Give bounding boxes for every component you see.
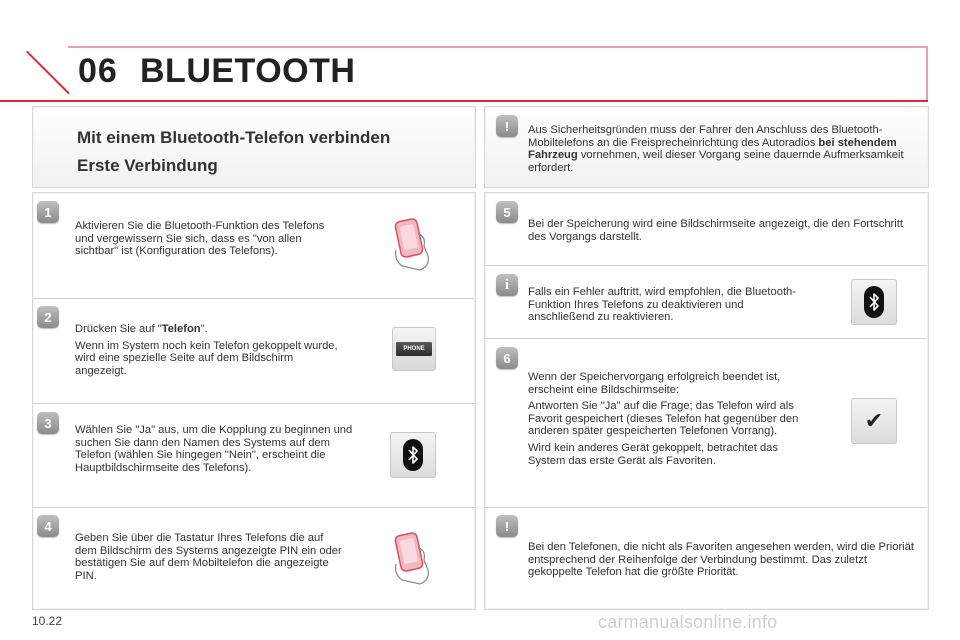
divider xyxy=(33,507,474,508)
warning-text-part: Aus Sicherheitsgründen muss der Fahrer den Anschluss des Bluetooth-Mobiltelefons an die Freisprecheinrichtung des Autoradios xyxy=(528,124,883,149)
warning-text-part: vornehmen, weil dieser Vorgang seine dauernde Aufmerksamkeit erfordert. xyxy=(528,149,904,174)
chapter-number: 06 xyxy=(78,52,118,90)
phone-in-hand-icon xyxy=(390,530,440,591)
step-2-text-bold: Telefon xyxy=(161,323,201,335)
phone-button-icon xyxy=(392,327,436,371)
section-heading: Mit einem Bluetooth-Telefon verbinden xyxy=(77,128,391,147)
divider xyxy=(33,403,474,404)
phone-in-hand-icon xyxy=(390,216,440,277)
header-top-line xyxy=(68,46,928,48)
step-5-text: Bei der Speicherung wird eine Bildschirmseite angezeigt, die den Fortschritt des Vorgangs darstellt. xyxy=(528,218,903,243)
divider xyxy=(485,338,927,339)
warning-text-bold: bei stehendem Fahrzeug xyxy=(528,136,897,162)
step-2-text-detail: Wenn im System noch kein Telefon gekoppelt wurde, wird eine spezielle Seite auf dem Bildschirm angezeigt. xyxy=(75,339,338,377)
warning-badge: ! xyxy=(496,115,518,137)
step-6-text-3: Wird kein anderes Gerät gekoppelt, betrachtet das System das erste Gerät als Favoriten. xyxy=(528,441,778,467)
step-4-text: Geben Sie über die Tastatur Ihres Telefons die auf dem Bildschirm des Systems angezeigte PIN ein oder bestätigen Sie auf dem Mobiltelefon die angezeigte PIN. xyxy=(75,532,342,582)
step-badge-5: 5 xyxy=(496,201,518,223)
section-subheading: Erste Verbindung xyxy=(77,156,218,175)
divider xyxy=(485,507,927,508)
step-badge-6: 6 xyxy=(496,347,518,369)
header-diagonal xyxy=(26,51,70,95)
step-badge-2: 2 xyxy=(37,306,59,328)
divider xyxy=(33,298,474,299)
watermark: carmanualsonline.info xyxy=(598,612,778,632)
header-right-line xyxy=(926,46,928,102)
phone-key-label: PHONE xyxy=(396,342,432,356)
bluetooth-icon xyxy=(390,432,436,478)
step-2-text-part: Drücken Sie auf " xyxy=(75,323,162,335)
info-text: Falls ein Fehler auftritt, wird empfohlen, die Bluetooth-Funktion Ihres Telefons zu deaktivieren und anschließend zu reaktivieren. xyxy=(528,286,797,324)
step-6-text-2: Antworten Sie "Ja" auf die Frage; das Telefon wird als Favorit gespeichert (dieses Telefon hat gegenüber den anderen später gespeicherten Telefonen Vorrang). xyxy=(528,400,799,438)
step-1-text: Aktivieren Sie die Bluetooth-Funktion des Telefons und vergewissern Sie sich, dass es "von allen sichtbar" ist (Konfiguration des Telefons). xyxy=(75,220,325,258)
step-badge-4: 4 xyxy=(37,515,59,537)
info-badge: i xyxy=(496,274,518,296)
step-6-text xyxy=(528,371,808,471)
section-title xyxy=(77,124,390,180)
step-2-text-part: ". xyxy=(200,323,208,335)
step-badge-3: 3 xyxy=(37,412,59,434)
checkmark-icon: ✔ xyxy=(851,398,897,444)
bluetooth-icon xyxy=(851,279,897,325)
chapter-title: BLUETOOTH xyxy=(140,52,356,90)
page-number: 10.22 xyxy=(32,614,63,628)
step-6-text-1: Wenn der Speichervorgang erfolgreich beendet ist, erscheint eine Bildschirmseite: xyxy=(528,371,781,396)
warning-text-bottom: Bei den Telefonen, die nicht als Favoriten angesehen werden, wird die Prioriät entsprechend der Reihenfolge der Verbindung bestimmt. Das zuletzt gekoppelte Telefon hat die größte Priorität. xyxy=(528,541,914,579)
step-3-text: Wählen Sie "Ja" aus, um die Kopplung zu beginnen und suchen Sie dann den Namen des Systems auf dem Telefon (wählen Sie hingegen "Nein", erscheint die Hauptbildschirmseite des Telefons). xyxy=(75,424,353,474)
header-rule xyxy=(0,100,928,102)
step-badge-1: 1 xyxy=(37,201,59,223)
warning-text-top xyxy=(528,124,908,174)
divider xyxy=(485,265,927,266)
warning-badge: ! xyxy=(496,515,518,537)
step-2-text xyxy=(75,323,345,381)
